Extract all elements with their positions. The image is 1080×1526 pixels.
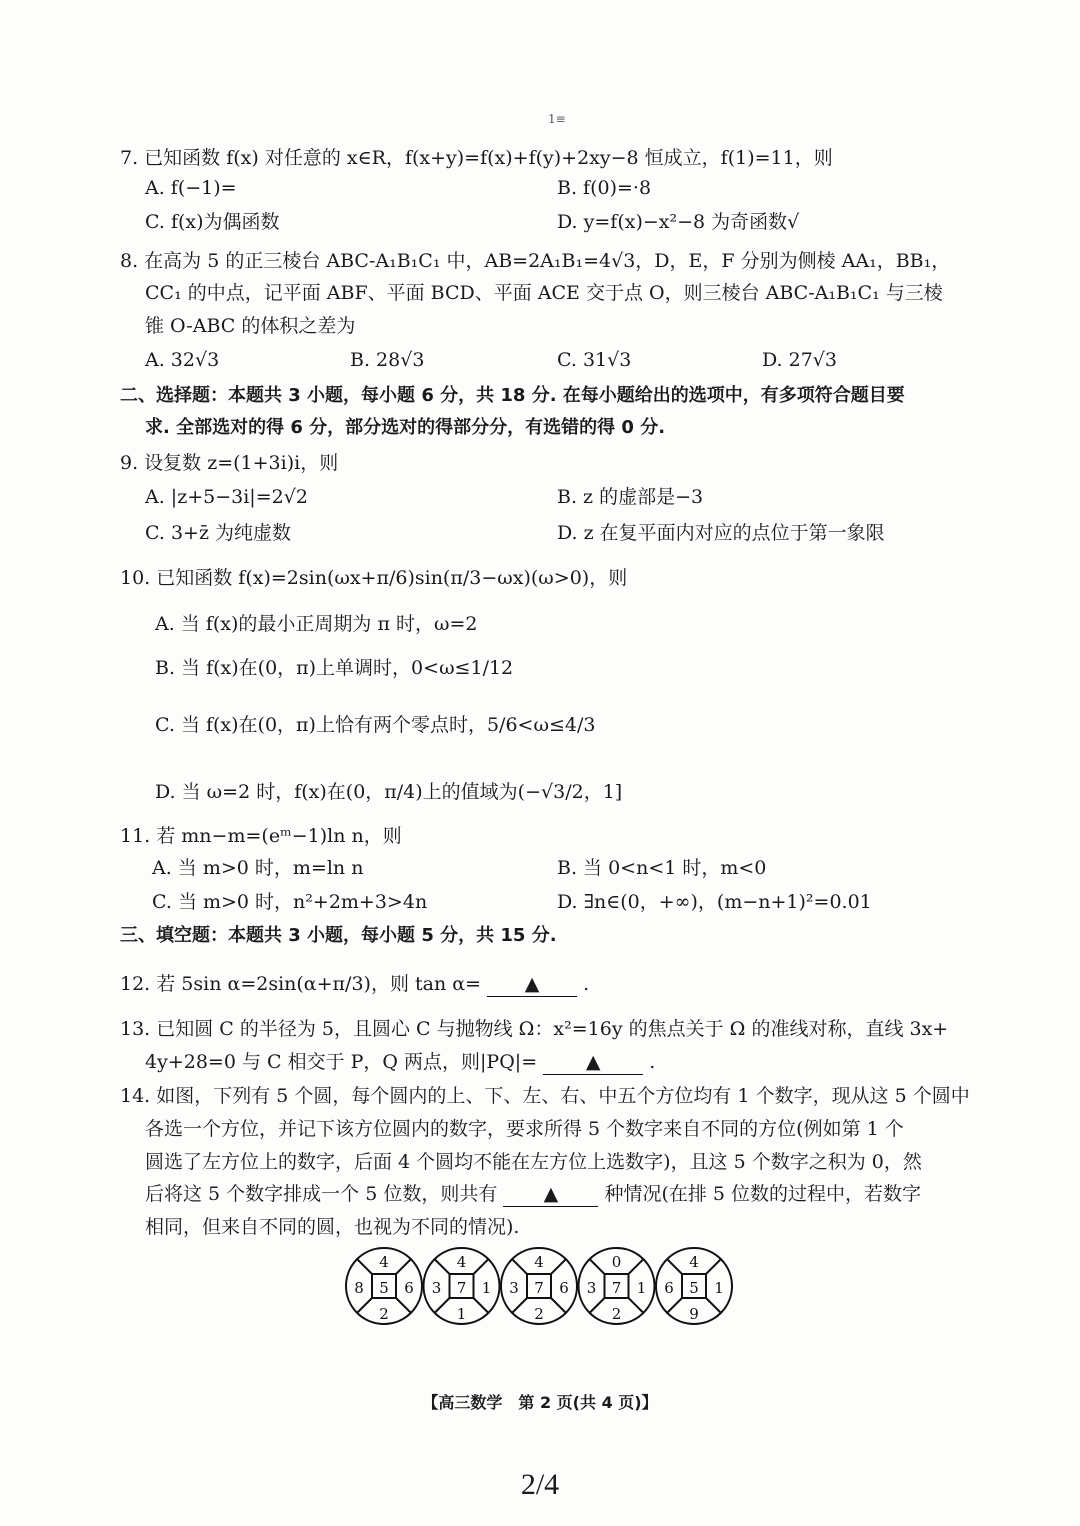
q8-line2: CC₁ 的中点，记平面 ABF、平面 BCD、平面 ACE 交于点 O，则三棱台 ABC-A₁B₁C₁ 与三棱 [145,282,943,304]
q10-option-a: A. 当 f(x)的最小正周期为 π 时，ω=2 [155,613,478,635]
q14-line1: 14. 如图，下列有 5 个圆，每个圆内的上、下、左、右、中五个方位均有 1 个数字，现从这 5 个圆中 [120,1085,970,1107]
divider-line [629,1298,644,1313]
circle-3-right-digit: 6 [559,1279,569,1297]
q9-stem: 9. 设复数 z=(1+3i)i，则 [120,452,339,474]
page-footer: 【高三数学 第 2 页(共 4 页)】 [422,1393,658,1412]
divider-line [551,1259,566,1274]
circle-5-right-digit: 1 [714,1279,724,1297]
circle-4-left-digit: 3 [586,1279,597,1297]
circle-5-bottom-digit: 9 [689,1305,699,1323]
q8-option-a: A. 32√3 [145,349,220,371]
q13-end: . [649,1051,656,1073]
q8-option-b: B. 28√3 [350,349,425,371]
circle-1-top-digit: 4 [379,1253,389,1271]
five-circles-figure [340,1244,740,1330]
divider-line [706,1259,721,1274]
divider-line [474,1259,489,1274]
circle-1-right-digit: 6 [404,1279,414,1297]
q9-option-a: A. |z+5−3i|=2√2 [145,486,308,508]
circle-2-bottom-digit: 1 [456,1305,467,1323]
q8-line3: 锥 O-ABC 的体积之差为 [145,315,356,337]
q14-text: 后将这 5 个数字排成一个 5 位数，则共有 [145,1183,498,1205]
divider-line [435,1259,450,1274]
circle-5-left-digit: 6 [664,1279,674,1297]
q12 [120,972,589,997]
page-number: 2/4 [520,1468,560,1501]
q7-stem: 7. 已知函数 f(x) 对任意的 x∈R，f(x+y)=f(x)+f(y)+2xy−8 恒成立，f(1)=11，则 [120,147,833,169]
divider-line [629,1259,644,1274]
divider-line [512,1259,527,1274]
circle-4-bottom-digit: 2 [611,1305,622,1323]
circle-1-left-digit: 8 [354,1279,364,1297]
q7-option-c: C. f(x)为偶函数 [145,211,280,233]
circle-2-right-digit: 1 [481,1279,492,1297]
q13-line2 [145,1050,655,1075]
circle-2-top-digit: 4 [456,1253,467,1271]
divider-line [357,1259,372,1274]
divider-line [667,1298,682,1313]
q7-option-d: D. y=f(x)−x²−8 为奇函数√ [557,211,800,233]
q7-option-b: B. f(0)=·8 [557,177,652,199]
q9-option-c: C. 3+z̄ 为纯虚数 [145,522,291,544]
divider-line [474,1298,489,1313]
circle-2-left-digit: 3 [431,1279,442,1297]
q9-option-d: D. z 在复平面内对应的点位于第一象限 [557,522,885,544]
circle-2-center-digit: 7 [456,1279,467,1297]
q13-text: 4y+28=0 与 C 相交于 P，Q 两点，则|PQ|= [145,1051,538,1073]
divider-line [512,1298,527,1313]
circle-3-top-digit: 4 [534,1253,544,1271]
q11-option-c: C. 当 m>0 时，n²+2m+3>4n [152,891,428,913]
divider-line [667,1259,682,1274]
section2-instructions: 求. 全部选对的得 6 分，部分选对的得部分分，有选错的得 0 分. [145,417,666,438]
circle-4-top-digit: 0 [611,1253,622,1271]
circle-4-center-digit: 7 [611,1279,622,1297]
q10-option-d: D. 当 ω=2 时，f(x)在(0，π/4)上的值域为(−√3/2，1] [155,781,623,803]
q14-text-cont: 种情况(在排 5 位数的过程中，若数字 [604,1183,922,1205]
divider-line [551,1298,566,1313]
q12-end: . [583,973,590,995]
q12-answer-blank: ▲ [487,972,577,997]
divider-line [706,1298,721,1313]
q14-line5: 相同，但来自不同的圆，也视为不同的情况). [145,1216,520,1238]
divider-line [435,1298,450,1313]
q14-line3: 圆选了左方位上的数字，后面 4 个圆均不能在左方位上选数字)，且这 5 个数字之积为 0，然 [145,1151,922,1173]
circle-3-center-digit: 7 [534,1279,544,1297]
divider-line [590,1298,605,1313]
divider-line [357,1298,372,1313]
q11-stem: 11. 若 mn−m=(eᵐ−1)ln n，则 [120,825,402,847]
q9-option-b: B. z 的虚部是−3 [557,486,704,508]
q11-option-b: B. 当 0<n<1 时，m<0 [557,857,767,879]
divider-line [396,1259,411,1274]
q10-option-c: C. 当 f(x)在(0，π)上恰有两个零点时，5/6<ω≤4/3 [155,714,596,736]
section3-heading: 三、填空题：本题共 3 小题，每小题 5 分，共 15 分. [120,925,557,946]
circle-3-bottom-digit: 2 [534,1305,544,1323]
q14-answer-blank: ▲ [503,1182,598,1207]
circle-1-center-digit: 5 [379,1279,389,1297]
q14-line2: 各选一个方位，并记下该方位圆内的数字，要求所得 5 个数字来自不同的方位(例如第 1 个 [145,1118,904,1140]
divider-line [590,1259,605,1274]
q8-option-c: C. 31√3 [557,349,632,371]
circle-3-left-digit: 3 [509,1279,519,1297]
circle-5-top-digit: 4 [689,1253,699,1271]
divider-line [396,1298,411,1313]
q10-stem: 10. 已知函数 f(x)=2sin(ωx+π/6)sin(π/3−ωx)(ω>0)，则 [120,567,628,589]
scan-mark: 1≡ [548,112,566,126]
q8-option-d: D. 27√3 [762,349,838,371]
section2-heading: 二、选择题：本题共 3 小题，每小题 6 分，共 18 分. 在每小题给出的选项中，有多项符合题目要 [120,385,905,406]
circle-4-right-digit: 1 [636,1279,647,1297]
circle-1-bottom-digit: 2 [379,1305,389,1323]
q13-line1: 13. 已知圆 C 的半径为 5，且圆心 C 与抛物线 Ω：x²=16y 的焦点关于 Ω 的准线对称，直线 3x+ [120,1018,949,1040]
circle-5-center-digit: 5 [689,1279,699,1297]
q13-answer-blank: ▲ [543,1050,643,1075]
q14-line4 [145,1182,921,1207]
q11-option-d: D. ∃n∈(0，+∞)，(m−n+1)²=0.01 [557,891,872,913]
q12-text: 12. 若 5sin α=2sin(α+π/3)，则 tan α= [120,973,481,995]
q8-line1: 8. 在高为 5 的正三棱台 ABC-A₁B₁C₁ 中，AB=2A₁B₁=4√3，D，E，F 分别为侧棱 AA₁，BB₁， [120,250,951,272]
q10-option-b: B. 当 f(x)在(0，π)上单调时，0<ω≤1/12 [155,657,514,679]
q7-option-a: A. f(−1)= [145,177,237,199]
q11-option-a: A. 当 m>0 时，m=ln n [152,857,364,879]
